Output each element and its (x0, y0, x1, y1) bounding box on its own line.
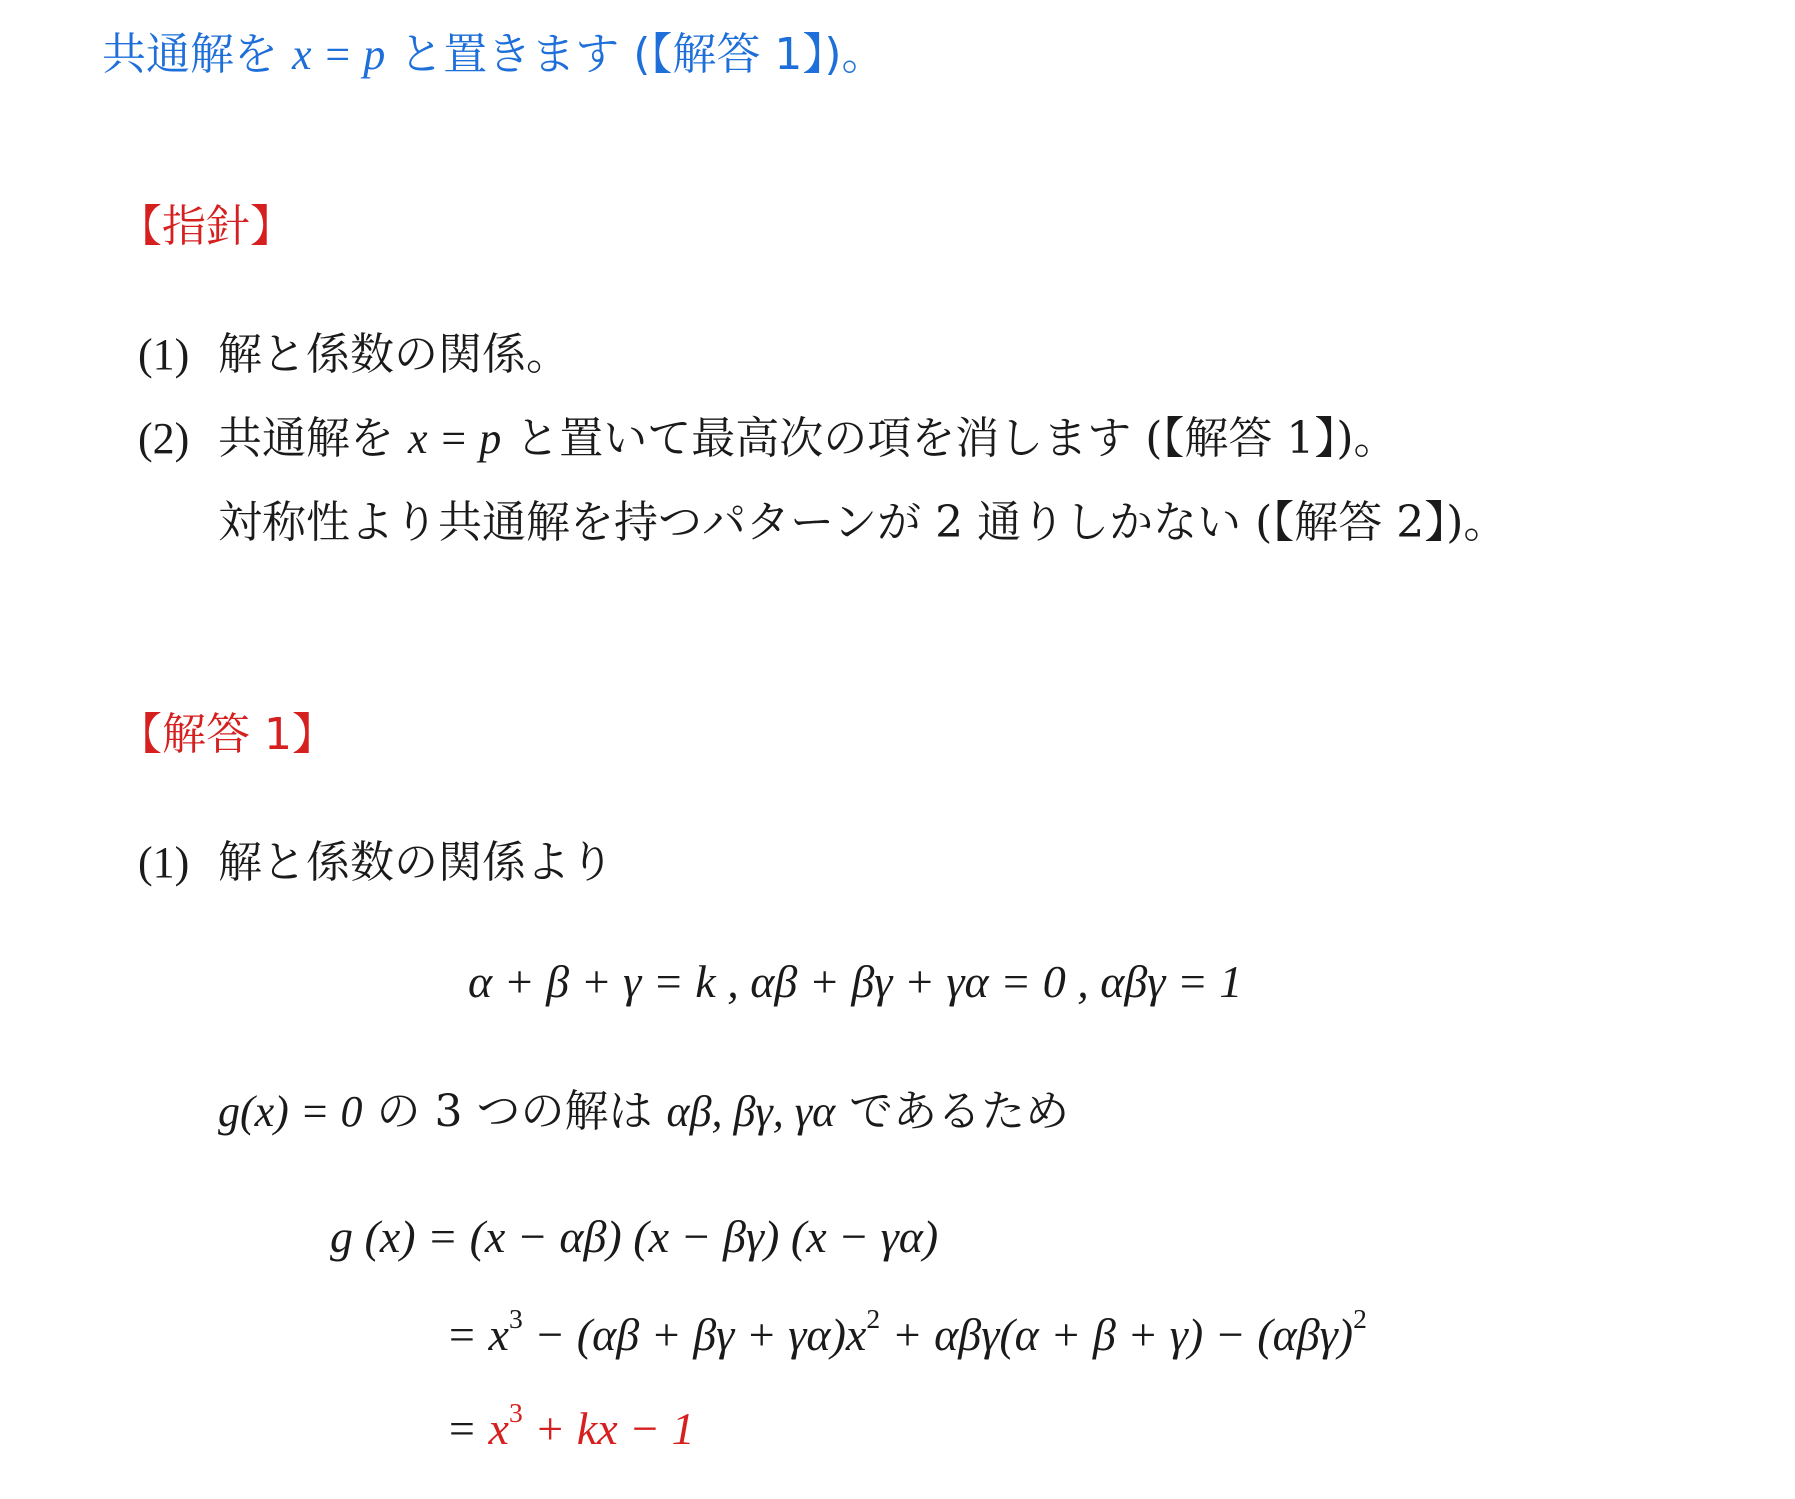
exponent-2: 2 (866, 1302, 881, 1334)
expanded-g (446, 1302, 1367, 1361)
eq4-equals: = (446, 1403, 489, 1454)
kaito1-heading: 【解答 1】 (118, 709, 336, 760)
result-g (446, 1396, 695, 1455)
item-post: と置いて最高次の項を消します (【解答 1】)。 (501, 413, 1398, 464)
item-label: (2) (138, 414, 190, 463)
shishin-item-2 (138, 402, 1398, 466)
intro-pre: 共通解を (102, 29, 292, 80)
eq3-part-b: − (αβ + βγ + γα)x (522, 1309, 867, 1360)
g-equation: g(x) = 0 (218, 1087, 363, 1136)
kaito1-item-1 (138, 826, 614, 890)
intro-post: と置きます (【解答 1】)。 (385, 29, 886, 80)
item-text: 解と係数の関係より (218, 837, 614, 888)
shishin-item-1 (138, 318, 570, 382)
roots-mid: の 3 つの解は (362, 1086, 667, 1137)
exponent-3: 3 (508, 1396, 523, 1428)
item-pre: 共通解を (218, 413, 408, 464)
item-text: 解と係数の関係。 (218, 329, 570, 380)
exponent-3: 3 (508, 1302, 523, 1334)
intro-line (102, 18, 886, 82)
result-x: x (488, 1403, 509, 1454)
eq3-part-c: + αβγ(α + β + γ) − (αβγ) (880, 1309, 1354, 1360)
shishin-item-2-continued: 対称性より共通解を持つパターンが 2 通りしかない (【解答 2】)。 (218, 497, 1508, 548)
factored-g: g (x) = (x − αβ) (x − βγ) (x − γα) (330, 1211, 939, 1262)
roots-statement (218, 1075, 1069, 1139)
vieta-equations: α + β + γ = k , αβ + βγ + γα = 0 , αβγ = 1 (468, 956, 1243, 1007)
item-label: (1) (138, 330, 190, 379)
roots-list: αβ, βγ, γα (666, 1087, 836, 1136)
exponent-2: 2 (1353, 1302, 1367, 1334)
item-label: (1) (138, 838, 190, 887)
eq3-part-a: = x (446, 1309, 509, 1360)
shishin-heading: 【指針】 (118, 201, 294, 252)
item-math: x = p (408, 414, 502, 463)
result-tail: + kx − 1 (522, 1403, 695, 1454)
roots-post: であるため (835, 1086, 1070, 1137)
intro-math: x = p (292, 30, 386, 79)
